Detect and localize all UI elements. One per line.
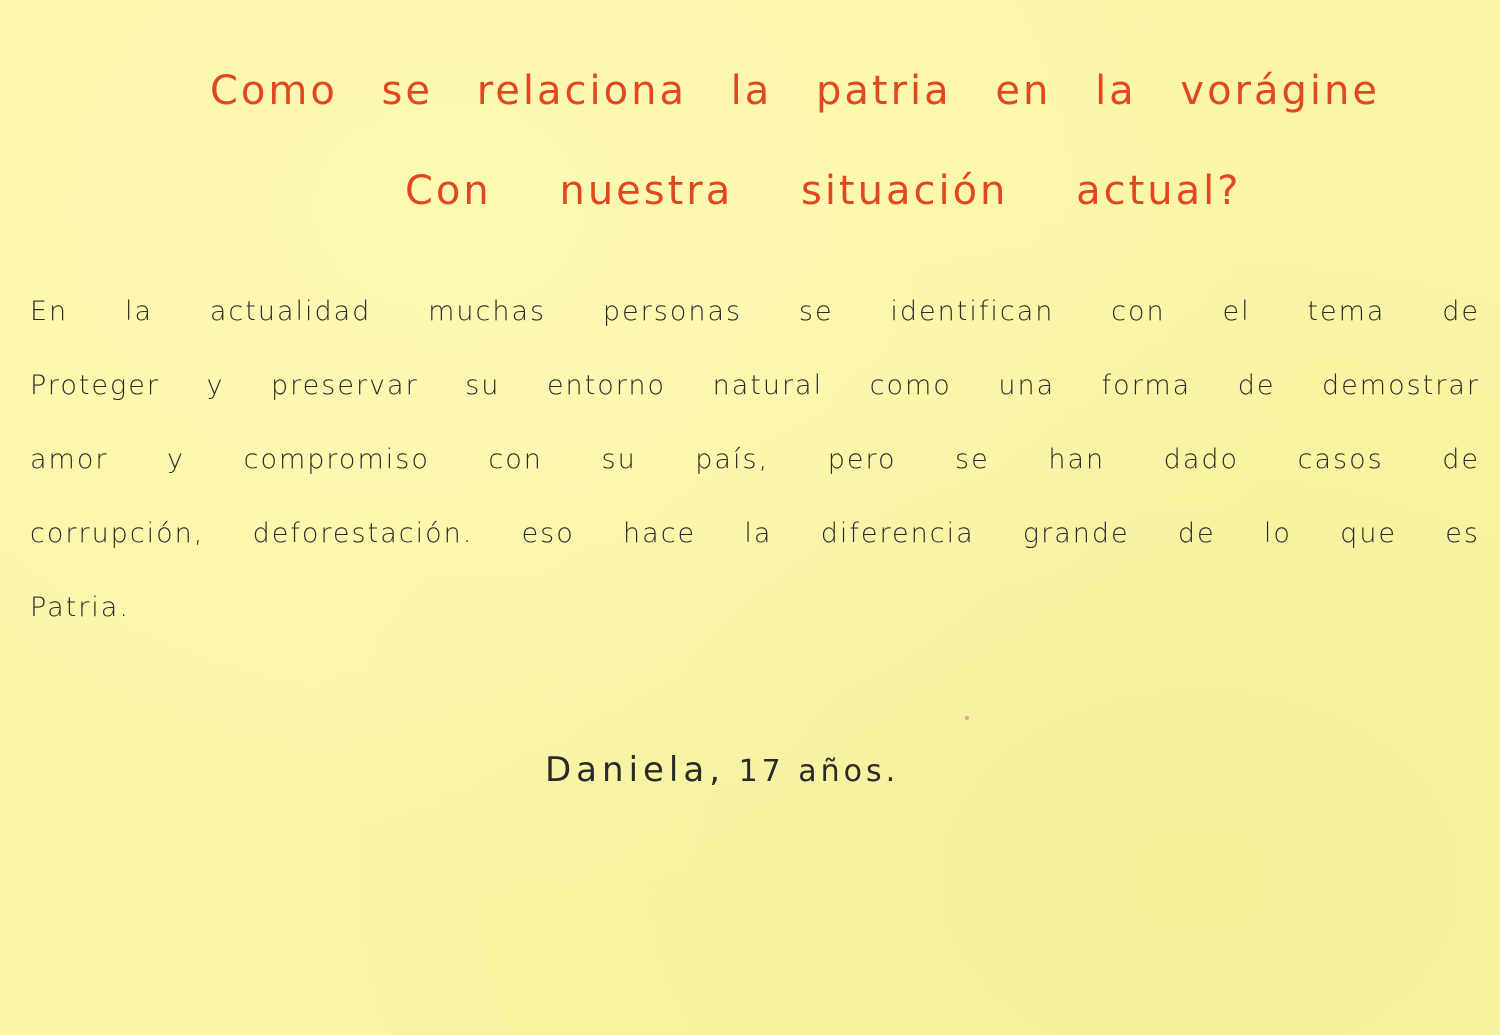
- essay-body: [30, 275, 1480, 645]
- title-line-1: Como se relaciona la patria en la vorágine: [210, 68, 1380, 114]
- ink-dot: [965, 716, 969, 720]
- essay-paragraph: En la actualidad muchas personas se identifican con el tema de Proteger y preservar su entorno natural como una forma de demostrar amor y compromiso con su país, pero se han dado casos de corrupción, deforestación. eso hace la diferencia grande de lo que es Patria.: [30, 296, 1480, 623]
- signature: [545, 750, 899, 790]
- author-age: 17 años.: [738, 754, 900, 789]
- author-name: Daniela,: [545, 750, 726, 790]
- title-line-2: Con nuestra situación actual?: [405, 168, 1242, 214]
